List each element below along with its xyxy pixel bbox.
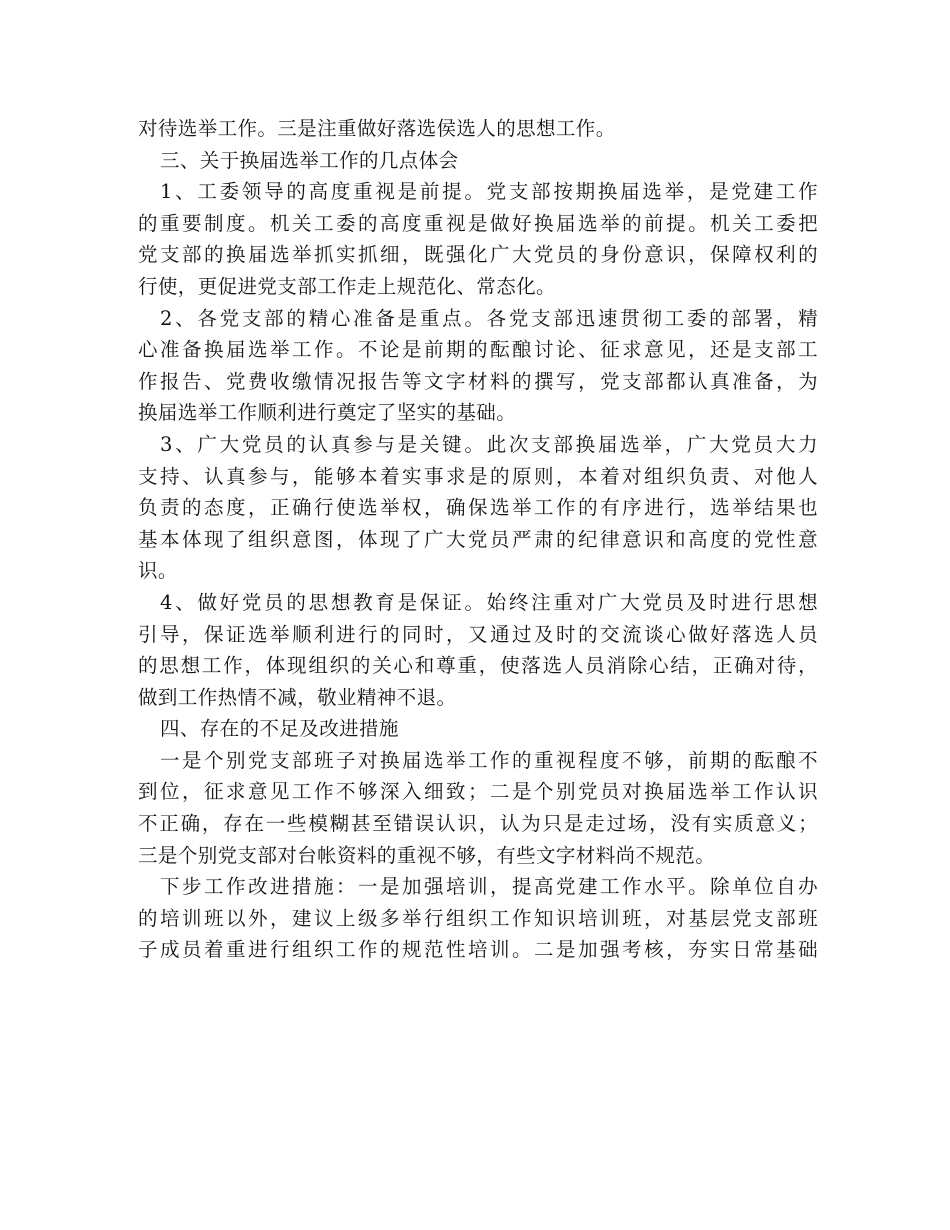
text-line: 的思想工作，体现组织的关心和尊重，使落选人员消除心结，正确对待，: [138, 654, 818, 678]
text-line: 的重要制度。机关工委的高度重视是做好换届选举的前提。机关工委把: [138, 211, 818, 235]
text-line: 不正确，存在一些模糊甚至错误认识，认为只是走过场，没有实质意义；: [138, 812, 818, 836]
text-line: 做到工作热情不减，敬业精神不退。: [138, 685, 457, 709]
text-line: 负责的态度，正确行使选举权，确保选举工作的有序进行，选举结果也: [138, 496, 818, 520]
text-line: 党支部的换届选举抓实抓细，既强化广大党员的身份意识，保障权利的: [138, 243, 818, 267]
text-line: 心准备换届选举工作。不论是前期的酝酿讨论、征求意见，还是支部工: [138, 338, 818, 362]
text-line: 到位，征求意见工作不够深入细致；二是个别党员对换届选举工作认识: [138, 780, 818, 804]
text-line: 三是个别党支部对台帐资料的重视不够，有些文字材料尚不规范。: [138, 843, 716, 867]
text-line: 对待选举工作。三是注重做好落选侯选人的思想工作。: [138, 117, 616, 140]
text-line: 一是个别党支部班子对换届选举工作的重视程度不够，前期的酝酿不: [160, 748, 818, 772]
text-line: 2、各党支部的精心准备是重点。各党支部迅速贯彻工委的部署，精: [160, 306, 818, 330]
text-line: 子成员着重进行组织工作的规范性培训。二是加强考核，夯实日常基础: [138, 938, 818, 962]
text-line: 下步工作改进措施：一是加强培训，提高党建工作水平。除单位自办: [160, 875, 818, 899]
text-line: 识。: [138, 559, 178, 583]
text-line: 作报告、党费收缴情况报告等文字材料的撰写，党支部都认真准备，为: [138, 369, 818, 393]
text-line: 基本体现了组织意图，体现了广大党员严肃的纪律意识和高度的党性意: [138, 527, 818, 551]
text-line: 换届选举工作顺利进行奠定了坚实的基础。: [138, 401, 517, 425]
text-line: 4、做好党员的思想教育是保证。始终注重对广大党员及时进行思想: [160, 590, 818, 614]
text-line: 四、存在的不足及改进措施: [160, 717, 399, 741]
text-line: 1、工委领导的高度重视是前提。党支部按期换届选举，是党建工作: [160, 180, 818, 204]
document-body: [138, 113, 818, 966]
text-line: 3、广大党员的认真参与是关键。此次支部换届选举，广大党员大力: [160, 432, 818, 456]
text-line: 引导，保证选举顺利进行的同时，又通过及时的交流谈心做好落选人员: [138, 622, 818, 646]
text-line: 支持、认真参与，能够本着实事求是的原则，本着对组织负责、对他人: [138, 464, 818, 488]
text-line: 行使，更促进党支部工作走上规范化、常态化。: [138, 274, 556, 298]
text-line: 的培训班以外，建议上级多举行组织工作知识培训班，对基层党支部班: [138, 906, 818, 930]
text-line: 三、关于换届选举工作的几点体会: [160, 148, 459, 172]
